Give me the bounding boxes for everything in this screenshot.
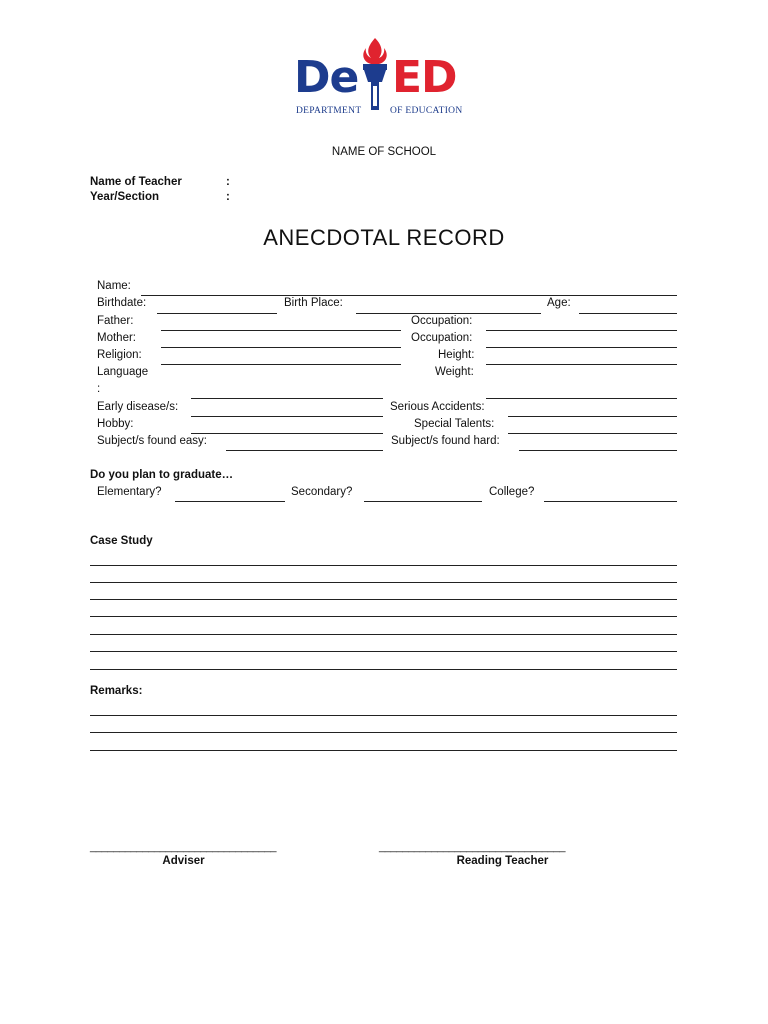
hobby-line[interactable]	[191, 433, 383, 434]
height-label: Height:	[438, 349, 475, 361]
elementary-line[interactable]	[175, 501, 285, 502]
language-line[interactable]	[191, 398, 383, 399]
torch-icon	[354, 36, 396, 116]
college-label: College?	[489, 486, 535, 498]
language-label: Language	[97, 366, 149, 378]
remarks-line[interactable]	[90, 750, 677, 751]
elementary-label: Elementary?	[97, 486, 162, 498]
section-label: Year/Section	[90, 191, 160, 203]
logo-word-left: De	[294, 52, 359, 103]
page-title: ANECDOTAL RECORD	[263, 225, 505, 250]
age-line[interactable]	[579, 313, 677, 314]
remarks-line[interactable]	[90, 732, 677, 733]
school-name: NAME OF SCHOOL	[331, 146, 437, 158]
mother-occupation-line[interactable]	[486, 347, 677, 348]
college-line[interactable]	[544, 501, 677, 502]
birthplace-label: Birth Place:	[284, 297, 343, 309]
name-line[interactable]	[141, 295, 677, 296]
birthdate-label: Birthdate:	[97, 297, 147, 309]
case-study-line[interactable]	[90, 565, 677, 566]
height-line[interactable]	[486, 364, 677, 365]
case-study-line[interactable]	[90, 599, 677, 600]
mother-line[interactable]	[161, 347, 401, 348]
case-study-line[interactable]	[90, 634, 677, 635]
case-study-line[interactable]	[90, 616, 677, 617]
early-disease-label: Early disease/s:	[97, 401, 179, 413]
logo-subtitle-right: OF EDUCATION	[390, 106, 463, 116]
subject-hard-line[interactable]	[519, 450, 677, 451]
special-talents-line[interactable]	[508, 433, 677, 434]
weight-label: Weight:	[435, 366, 474, 378]
early-disease-line[interactable]	[191, 416, 383, 417]
subject-easy-label: Subject/s found easy:	[97, 435, 207, 447]
case-study-label: Case Study	[90, 535, 153, 547]
secondary-label: Secondary?	[291, 486, 353, 498]
serious-accidents-line[interactable]	[508, 416, 677, 417]
father-line[interactable]	[161, 330, 401, 331]
logo-word-right: ED	[392, 52, 457, 103]
father-label: Father:	[97, 315, 134, 327]
special-talents-label: Special Talents:	[414, 418, 495, 430]
adviser-signature-line[interactable]: ________________________________	[90, 841, 277, 853]
case-study-line[interactable]	[90, 669, 677, 670]
remarks-label: Remarks:	[90, 685, 143, 697]
adviser-label: Adviser	[162, 855, 205, 867]
case-study-line[interactable]	[90, 651, 677, 652]
father-occupation-label: Occupation:	[411, 315, 473, 327]
section-colon: :	[226, 191, 230, 203]
father-occupation-line[interactable]	[486, 330, 677, 331]
serious-accidents-label: Serious Accidents:	[390, 401, 485, 413]
reading-teacher-label: Reading Teacher	[456, 855, 549, 867]
hobby-label: Hobby:	[97, 418, 134, 430]
secondary-line[interactable]	[364, 501, 482, 502]
name-label: Name:	[97, 280, 131, 292]
age-label: Age:	[547, 297, 571, 309]
mother-occupation-label: Occupation:	[411, 332, 473, 344]
subject-hard-label: Subject/s found hard:	[391, 435, 500, 447]
deped-logo	[294, 36, 478, 120]
case-study-line[interactable]	[90, 582, 677, 583]
mother-label: Mother:	[97, 332, 136, 344]
teacher-label: Name of Teacher	[90, 176, 182, 188]
subject-easy-line[interactable]	[226, 450, 383, 451]
reading-teacher-signature-line[interactable]: ________________________________	[379, 841, 566, 853]
logo-subtitle-left: DEPARTMENT	[296, 106, 362, 116]
language-colon: :	[97, 383, 101, 395]
religion-line[interactable]	[161, 364, 401, 365]
birthdate-line[interactable]	[157, 313, 277, 314]
religion-label: Religion:	[97, 349, 142, 361]
graduate-question: Do you plan to graduate…	[90, 469, 234, 481]
teacher-colon: :	[226, 176, 230, 188]
remarks-line[interactable]	[90, 715, 677, 716]
weight-line[interactable]	[486, 398, 677, 399]
